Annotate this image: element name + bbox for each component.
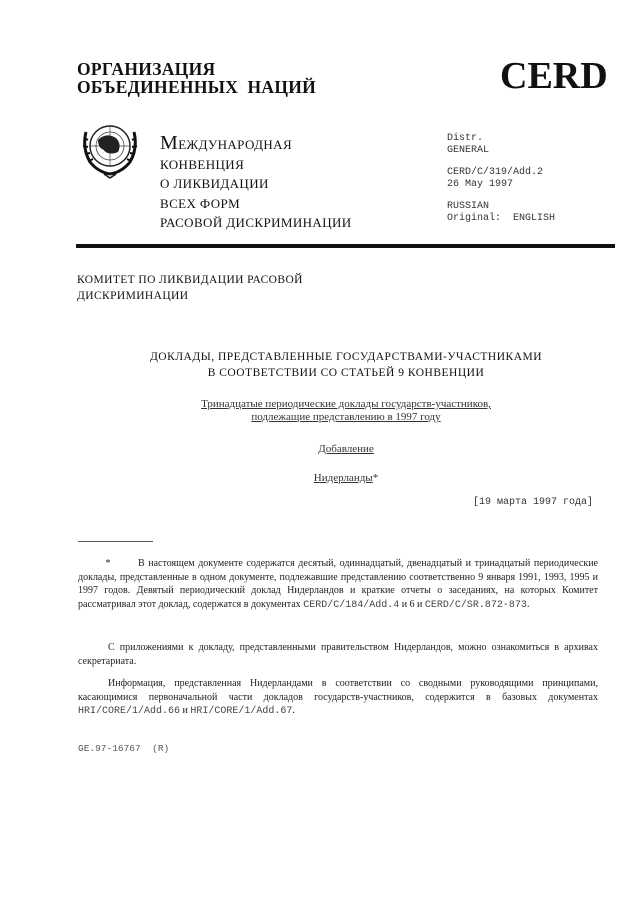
footnote-mark: * xyxy=(372,472,379,484)
organization-name xyxy=(77,60,316,96)
original-language: Original: ENGLISH xyxy=(447,212,556,224)
document-acronym: CERD xyxy=(500,55,608,97)
convention-line-2: КОНВЕНЦИЯ xyxy=(160,156,245,172)
un-emblem-icon xyxy=(78,118,142,180)
document-date: 26 May 1997 xyxy=(447,178,514,190)
header-divider xyxy=(76,244,615,248)
document-symbol: CERD/C/319/Add.2 xyxy=(447,167,544,178)
footnote-divider xyxy=(78,541,153,542)
footnote-1: * В настоящем документе содержатся десятый, одиннадцатый, двенадцатый и тринадцатый периодические доклады, представленные в одном документе, подлежавшие представлению соответственно 9 января 1991, 1993, 1995 и 1997 годов. Девятый периодический доклад Нидерландов и краткие отчеты о заседаниях, на которых Комитет рассматривал этот доклад, содержатся в документах CERD/C/184/Add.4 и 6 и CERD/C/SR.872-873. xyxy=(78,558,598,611)
addendum-label: Добавление xyxy=(318,443,374,455)
footnote-2: С приложениями к докладу, представленными правительством Нидерландов, можно ознакомиться в архивах секретариата. xyxy=(78,642,598,667)
distribution: GENERAL xyxy=(447,144,490,156)
document-language: RUSSIAN xyxy=(447,201,490,212)
footnote-star: * xyxy=(105,558,111,569)
distr-label: Distr. xyxy=(447,133,484,144)
section-heading: ДОКЛАДЫ, ПРЕДСТАВЛЕННЫЕ ГОСУДАРСТВАМИ-УЧАСТНИКАМИ В СООТВЕТСТВИИ СО СТАТЬЕЙ 9 КОНВЕНЦИИ xyxy=(149,351,543,379)
convention-line-3: О ЛИКВИДАЦИИ xyxy=(160,176,269,191)
document-metadata xyxy=(447,133,555,224)
committee-name: КОМИТЕТ ПО ЛИКВИДАЦИИ РАСОВОЙ ДИСКРИМИНАЦИИ xyxy=(77,274,303,302)
report-date: [19 марта 1997 года] xyxy=(473,497,594,508)
convention-line-5: РАСОВОЙ ДИСКРИМИНАЦИИ xyxy=(160,215,352,230)
convention-line-4: ВСЕХ ФОРМ xyxy=(160,195,241,211)
country-label: Нидерланды* xyxy=(313,472,379,484)
section-subheading: Тринадцатые периодические доклады государств-участников, подлежащие представлению в 1997 году xyxy=(201,398,491,423)
org-line-2: ОБЪЕДИНЕННЫХ НАЦИЙ xyxy=(77,77,317,97)
footnote-3: Информация, представленная Нидерландами в соответствии со сводными руководящими принципами, касающимися первоначальной части докладов государств-участников, содержится в базовых документах HRI/CORE/1/Add.66 и HRI/CORE/1/Add.67. xyxy=(78,678,598,717)
convention-line-1: МЕЖДУНАРОДНАЯ xyxy=(160,132,293,154)
org-line-1: ОРГАНИЗАЦИЯ xyxy=(77,59,216,79)
job-number: GE.97-16767 (R) xyxy=(78,743,170,754)
convention-title xyxy=(160,134,352,233)
